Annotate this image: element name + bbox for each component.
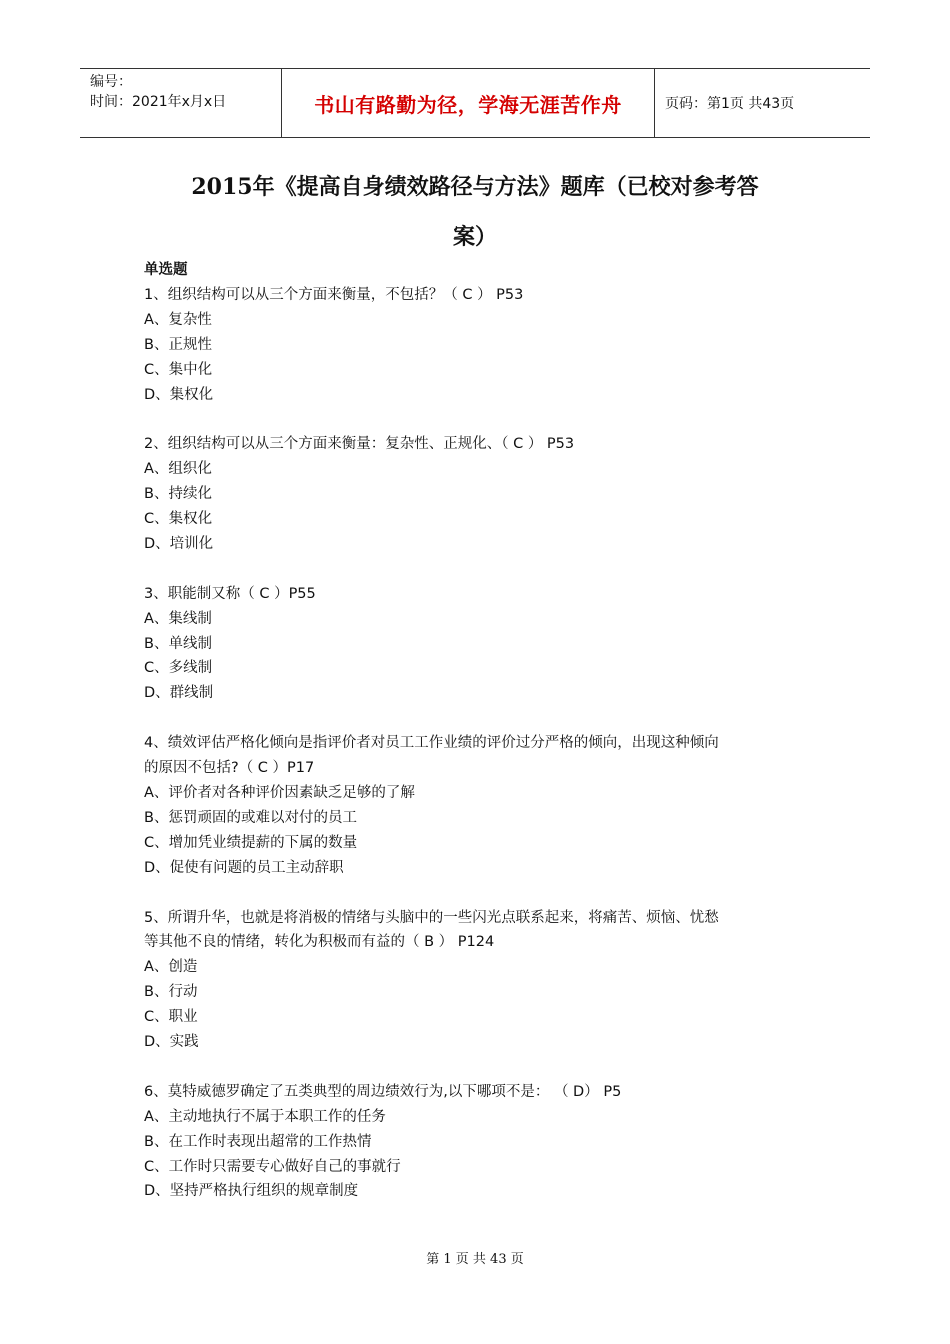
header-meta-cell bbox=[80, 69, 282, 137]
spacer bbox=[144, 557, 824, 582]
document-title-line-1: 2015年《提高自身绩效路径与方法》题库（已校对参考答 bbox=[191, 174, 759, 200]
answer-option: B、行动 bbox=[144, 984, 198, 1001]
motto-text: 书山有路勤为径，学海无涯苦作舟 bbox=[314, 92, 622, 117]
section-heading: 单选题 bbox=[144, 262, 188, 278]
spacer bbox=[144, 407, 824, 432]
answer-option: A、主动地执行不属于本职工作的任务 bbox=[144, 1108, 386, 1125]
number-label: 编号： bbox=[90, 74, 132, 90]
question-stem: 5、所谓升华，也就是将消极的情绪与头脑中的一些闪光点联系起来，将痛苦、烦恼、忧愁 bbox=[144, 909, 719, 926]
answer-option: D、实践 bbox=[144, 1034, 199, 1051]
header-motto-cell bbox=[282, 69, 655, 137]
answer-option: C、工作时只需要专心做好自己的事就行 bbox=[144, 1158, 401, 1175]
answer-option: B、在工作时表现出超常的工作热情 bbox=[144, 1133, 372, 1150]
answer-option: B、惩罚顽固的或难以对付的员工 bbox=[144, 809, 357, 826]
header-page-cell bbox=[655, 69, 870, 137]
question-stem: 4、绩效评估严格化倾向是指评价者对员工工作业绩的评价过分严格的倾向，出现这种倾向 bbox=[144, 735, 719, 752]
answer-option: C、职业 bbox=[144, 1009, 198, 1026]
page-footer: 第 1 页 共 43 页 bbox=[426, 1252, 524, 1267]
question-stem: 等其他不良的情绪，转化为积极而有益的（ B ） P124 bbox=[144, 934, 495, 951]
document-title-line-2: 案） bbox=[452, 224, 497, 250]
answer-option: C、多线制 bbox=[144, 660, 213, 677]
answer-option: A、组织化 bbox=[144, 461, 212, 478]
answer-option: C、集权化 bbox=[144, 511, 213, 528]
question-stem: 的原因不包括?（ C ）P17 bbox=[144, 760, 315, 777]
question-list bbox=[144, 258, 824, 1204]
answer-option: B、持续化 bbox=[144, 486, 212, 503]
question-stem: 3、职能制又称（ C ）P55 bbox=[144, 585, 316, 602]
answer-option: C、增加凭业绩提薪的下属的数量 bbox=[144, 834, 358, 851]
answer-option: B、正规性 bbox=[144, 336, 212, 353]
answer-option: C、集中化 bbox=[144, 361, 213, 378]
question-stem: 6、莫特威德罗确定了五类典型的周边绩效行为,以下哪项不是： （ D） P5 bbox=[144, 1083, 622, 1100]
spacer bbox=[144, 1055, 824, 1080]
answer-option: A、集线制 bbox=[144, 610, 212, 627]
answer-option: A、复杂性 bbox=[144, 311, 212, 328]
answer-option: B、单线制 bbox=[144, 635, 212, 652]
answer-option: A、评价者对各种评价因素缺乏足够的了解 bbox=[144, 784, 415, 801]
answer-option: D、群线制 bbox=[144, 685, 214, 702]
header-table bbox=[80, 68, 870, 138]
question-stem: 1、组织结构可以从三个方面来衡量，不包括？（ C ） P53 bbox=[144, 286, 524, 303]
answer-option: D、培训化 bbox=[144, 535, 214, 552]
answer-option: D、集权化 bbox=[144, 386, 214, 403]
spacer bbox=[144, 706, 824, 731]
spacer bbox=[144, 881, 824, 906]
answer-option: D、促使有问题的员工主动辞职 bbox=[144, 859, 344, 876]
question-stem: 2、组织结构可以从三个方面来衡量：复杂性、正规化、（ C ） P53 bbox=[144, 436, 575, 453]
answer-option: A、创造 bbox=[144, 959, 198, 976]
page-info: 页码：第1页 共43页 bbox=[665, 96, 795, 112]
answer-option: D、坚持严格执行组织的规章制度 bbox=[144, 1183, 359, 1200]
time-label: 时间：2021年x月x日 bbox=[90, 94, 227, 110]
